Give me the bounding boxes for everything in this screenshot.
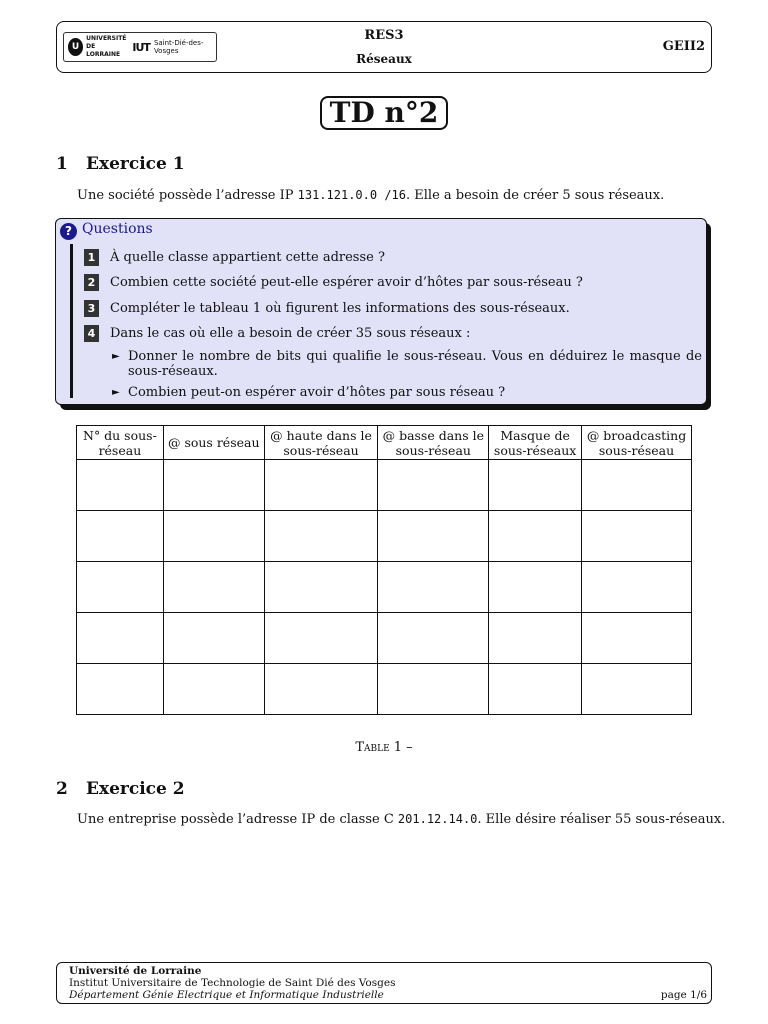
footer-university: Université de Lorraine (69, 965, 202, 977)
table-cell (582, 460, 692, 511)
table-row (77, 460, 692, 511)
section-heading-2 (56, 779, 185, 799)
exercise1-statement: Une société possède l’adresse IP 131.121.0.0 /16. Elle a besoin de créer 5 sous réseaux. (77, 188, 665, 203)
table-row (77, 511, 692, 562)
table-cell (264, 562, 378, 613)
question-item (84, 300, 570, 317)
question-item (84, 249, 385, 266)
table-cell (489, 511, 582, 562)
column-header: @ basse dans le sous-réseau (378, 426, 489, 460)
program-code: GEII2 (662, 39, 705, 54)
page-header (56, 21, 712, 73)
question-text: Combien cette société peut-elle espérer avoir d’hôtes par sous-réseau ? (110, 275, 583, 290)
section-title: Exercice 1 (86, 154, 185, 174)
section-title: Exercice 2 (86, 779, 185, 799)
question-item (84, 325, 470, 342)
ip-address: 201.12.14.0 (397, 812, 478, 826)
table-cell (264, 613, 378, 664)
table-cell (489, 664, 582, 715)
exercise2-statement: Une entreprise possède l’adresse IP de classe C 201.12.14.0. Elle désire réaliser 55 sous-réseaux. (77, 812, 726, 827)
section-number: 2 (56, 779, 68, 799)
table-cell (77, 613, 164, 664)
question-mark-icon: ? (60, 223, 77, 240)
table-row (77, 562, 692, 613)
table-caption: Table 1 – (355, 740, 413, 755)
table-cell (378, 664, 489, 715)
subnet-table (76, 425, 692, 715)
table-cell (582, 664, 692, 715)
question-subitem (112, 349, 702, 379)
course-name: Réseaux (356, 52, 412, 66)
questions-title: Questions (82, 221, 153, 237)
table-cell (163, 613, 264, 664)
question-number: 1 (84, 249, 99, 266)
table-cell (378, 613, 489, 664)
table-cell (378, 511, 489, 562)
questions-rule (70, 244, 73, 398)
column-header: @ haute dans le sous-réseau (264, 426, 378, 460)
table-header-row (77, 426, 692, 460)
question-item (84, 274, 583, 291)
column-header: @ broadcasting sous-réseau (582, 426, 692, 460)
column-header: @ sous réseau (163, 426, 264, 460)
logo-univ-line2: DE LORRAINE (86, 43, 121, 58)
table-cell (77, 460, 164, 511)
question-text: Dans le cas où elle a besoin de créer 35 sous réseaux : (110, 326, 471, 341)
table-cell (489, 460, 582, 511)
table-cell (163, 460, 264, 511)
column-header: Masque de sous-réseaux (489, 426, 582, 460)
table-row (77, 664, 692, 715)
table-cell (77, 562, 164, 613)
logo-site: Saint-Dié-des-Vosges (153, 39, 204, 55)
section-heading-1 (56, 154, 185, 174)
subitem-text: Donner le nombre de bits qui qualifie le sous-réseau. Vous en déduirez le masque de sous-réseaux. (128, 349, 702, 379)
table-cell (582, 511, 692, 562)
table-cell (163, 511, 264, 562)
logo-iut: IUT (132, 40, 150, 54)
triangle-bullet-icon: ► (112, 387, 120, 398)
page-footer (56, 962, 712, 1004)
question-subitem (112, 385, 702, 400)
logo-univ-line1: UNIVERSITÉ (86, 35, 127, 42)
question-number: 2 (84, 274, 99, 291)
footer-institute: Institut Universitaire de Technologie de Saint Dié des Vosges (69, 977, 396, 989)
course-code: RES3 (364, 28, 404, 43)
table-cell (77, 664, 164, 715)
table-cell (489, 613, 582, 664)
question-text: Compléter le tableau 1 où figurent les informations des sous-réseaux. (110, 301, 570, 316)
table-cell (77, 511, 164, 562)
table-cell (163, 562, 264, 613)
subitem-text: Combien peut-on espérer avoir d’hôtes par sous réseau ? (128, 385, 506, 400)
table-row (77, 613, 692, 664)
table-cell (264, 460, 378, 511)
section-number: 1 (56, 154, 68, 174)
table-cell (378, 460, 489, 511)
lorraine-logo-icon: U (68, 38, 83, 56)
document-title: TD n°2 (320, 96, 448, 130)
table-cell (163, 664, 264, 715)
table-cell (264, 664, 378, 715)
table-cell (264, 511, 378, 562)
table-cell (489, 562, 582, 613)
page-number: page 1/6 (660, 989, 707, 1001)
table-cell (582, 562, 692, 613)
table-cell (582, 613, 692, 664)
triangle-bullet-icon: ► (112, 351, 120, 362)
question-number: 4 (84, 325, 99, 342)
column-header: N° du sous- réseau (77, 426, 164, 460)
question-number: 3 (84, 300, 99, 317)
ip-address: 131.121.0.0 /16 (297, 188, 406, 202)
question-text: À quelle classe appartient cette adresse ? (110, 250, 385, 265)
questions-box (55, 218, 707, 405)
table-cell (378, 562, 489, 613)
footer-department: Département Génie Electrique et Informatique Industrielle (69, 989, 384, 1001)
